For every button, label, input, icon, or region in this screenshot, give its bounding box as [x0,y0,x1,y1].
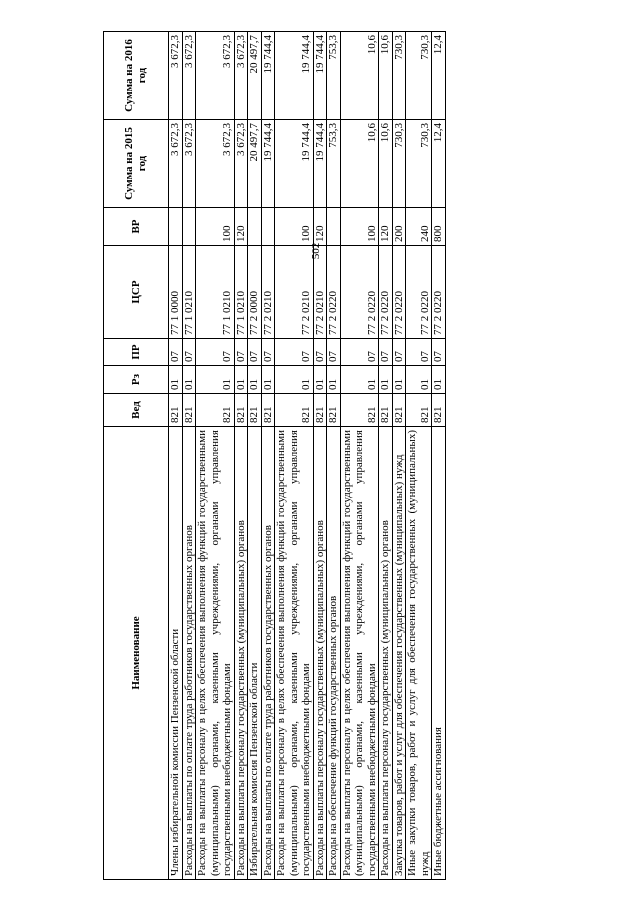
row-csr-cell: 77 2 0210 [275,246,314,339]
row-vr-cell: 100 [196,208,235,246]
row-csr-cell: 77 2 0220 [340,246,379,339]
row-sum-2015-cell: 3 672,3 [169,120,183,208]
row-rz-cell: 01 [275,366,314,394]
row-pr-cell: 07 [340,339,379,366]
row-csr-cell: 77 2 0220 [327,246,341,339]
row-sum-2015-cell: 753,3 [327,120,341,208]
row-pr-cell: 07 [248,339,262,366]
row-sum-2015-cell: 3 672,3 [182,120,196,208]
row-ved-cell: 821 [275,394,314,427]
row-name-cell: Члены избирательной комиссии Пензенской области [169,427,183,880]
table-row [392,32,406,880]
row-vr-cell: 240 [406,208,432,246]
row-sum-2016-cell: 730,3 [392,32,406,120]
row-ved-cell: 821 [248,394,262,427]
row-ved-cell: 821 [406,394,432,427]
row-rz-cell: 01 [182,366,196,394]
header-sum-2016: Сумма на 2016 год [104,32,169,120]
row-csr-cell: 77 1 0210 [196,246,235,339]
table-row [432,32,446,880]
row-name-cell: Расходы на выплаты персоналу в целях обеспечения выполнения функций государственными (муниципальными) органами, казенными учреждениями, органами управления государственными внебюджетными фондами [340,427,379,880]
row-sum-2015-cell: 12,4 [432,120,446,208]
row-sum-2015-cell: 730,3 [406,120,432,208]
table-row [406,32,432,880]
header-row [104,32,169,880]
row-sum-2015-cell: 19 744,4 [261,120,275,208]
row-vr-cell: 120 [379,208,393,246]
row-rz-cell: 01 [432,366,446,394]
row-ved-cell: 821 [340,394,379,427]
row-pr-cell: 07 [261,339,275,366]
rotated-table-area [103,32,568,880]
table-row [196,32,235,880]
row-pr-cell: 07 [275,339,314,366]
row-sum-2016-cell: 19 744,4 [261,32,275,120]
header-vr: ВР [104,208,169,246]
row-sum-2016-cell: 19 744,4 [275,32,314,120]
table-row [275,32,314,880]
row-csr-cell: 77 2 0000 [248,246,262,339]
row-sum-2015-cell: 19 744,4 [313,120,327,208]
row-ved-cell: 821 [327,394,341,427]
row-rz-cell: 01 [379,366,393,394]
row-ved-cell: 821 [313,394,327,427]
row-rz-cell: 01 [313,366,327,394]
table-row [234,32,248,880]
row-sum-2016-cell: 12,4 [432,32,446,120]
row-pr-cell: 07 [234,339,248,366]
row-pr-cell: 07 [182,339,196,366]
row-vr-cell [169,208,183,246]
row-pr-cell: 07 [432,339,446,366]
row-vr-cell: 800 [432,208,446,246]
row-rz-cell: 01 [261,366,275,394]
table-row [169,32,183,880]
row-csr-cell: 77 2 0220 [432,246,446,339]
row-sum-2015-cell: 19 744,4 [275,120,314,208]
header-sum-2015: Сумма на 2015 год [104,120,169,208]
page-number: 502 [310,242,322,260]
row-sum-2016-cell: 19 744,4 [313,32,327,120]
row-sum-2015-cell: 10,6 [379,120,393,208]
table-header [104,32,169,880]
row-csr-cell: 77 1 0210 [182,246,196,339]
row-sum-2016-cell: 3 672,3 [234,32,248,120]
row-vr-cell [182,208,196,246]
table-row [182,32,196,880]
row-sum-2016-cell: 730,3 [406,32,432,120]
row-sum-2016-cell: 10,6 [379,32,393,120]
row-ved-cell: 821 [432,394,446,427]
row-ved-cell: 821 [234,394,248,427]
row-csr-cell: 77 2 0220 [406,246,432,339]
row-rz-cell: 01 [196,366,235,394]
row-name-cell: Расходы на выплаты персоналу в целях обеспечения выполнения функций государственными (муниципальными) органами, казенными учреждениями, органами управления государственными внебюджетными фондами [196,427,235,880]
header-rz: Рз [104,366,169,394]
row-name-cell: Расходы на выплаты персоналу государственных (муниципальных) органов [234,427,248,880]
row-name-cell: Расходы на обеспечение функций государственных органов [327,427,341,880]
row-rz-cell: 01 [340,366,379,394]
row-ved-cell: 821 [196,394,235,427]
row-csr-cell: 77 1 0210 [234,246,248,339]
row-vr-cell: 100 [340,208,379,246]
row-sum-2016-cell: 3 672,3 [169,32,183,120]
row-rz-cell: 01 [169,366,183,394]
row-vr-cell: 120 [313,208,327,246]
row-sum-2015-cell: 20 497,7 [248,120,262,208]
row-name-cell: Расходы на выплаты по оплате труда работников государственных органов [261,427,275,880]
row-csr-cell: 77 2 0210 [313,246,327,339]
table-body [169,32,446,880]
row-sum-2016-cell: 3 672,3 [196,32,235,120]
row-name-cell: Расходы на выплаты персоналу в целях обеспечения выполнения функций государственными (муниципальными) органами, казенными учреждениями, органами управления государственными внебюджетными фондами [275,427,314,880]
row-rz-cell: 01 [406,366,432,394]
row-name-cell: Избирательная комиссия Пензенской области [248,427,262,880]
table-row [261,32,275,880]
row-vr-cell: 200 [392,208,406,246]
rotated-table-container [103,32,568,880]
row-sum-2015-cell: 730,3 [392,120,406,208]
budget-table [103,31,446,880]
table-row [379,32,393,880]
row-vr-cell [248,208,262,246]
row-name-cell: Расходы на выплаты персоналу государственных (муниципальных) органов [379,427,393,880]
row-pr-cell: 07 [196,339,235,366]
row-csr-cell: 77 2 0220 [379,246,393,339]
row-name-cell: Закупка товаров, работ и услуг для обеспечения государственных (муниципальных) нужд [392,427,406,880]
row-sum-2016-cell: 10,6 [340,32,379,120]
header-csr: ЦСР [104,246,169,339]
row-rz-cell: 01 [327,366,341,394]
row-pr-cell: 07 [313,339,327,366]
header-pr: ПР [104,339,169,366]
row-sum-2016-cell: 753,3 [327,32,341,120]
row-name-cell: Расходы на выплаты персоналу государственных (муниципальных) органов [313,427,327,880]
row-vr-cell [261,208,275,246]
row-pr-cell: 07 [406,339,432,366]
row-csr-cell: 77 2 0220 [392,246,406,339]
row-csr-cell: 77 2 0210 [261,246,275,339]
row-name-cell: Иные бюджетные ассигнования [432,427,446,880]
row-rz-cell: 01 [248,366,262,394]
row-vr-cell: 120 [234,208,248,246]
row-ved-cell: 821 [379,394,393,427]
row-pr-cell: 07 [169,339,183,366]
row-ved-cell: 821 [392,394,406,427]
row-name-cell: Расходы на выплаты по оплате труда работников государственных органов [182,427,196,880]
table-row [340,32,379,880]
row-pr-cell: 07 [379,339,393,366]
row-sum-2016-cell: 3 672,3 [182,32,196,120]
row-ved-cell: 821 [169,394,183,427]
row-sum-2015-cell: 10,6 [340,120,379,208]
row-rz-cell: 01 [234,366,248,394]
row-ved-cell: 821 [182,394,196,427]
row-name-cell: Иные закупки товаров, работ и услуг для обеспечения государственных (муниципальных) нужд [406,427,432,880]
header-ved: Вед [104,394,169,427]
row-sum-2015-cell: 3 672,3 [196,120,235,208]
row-rz-cell: 01 [392,366,406,394]
table-row [327,32,341,880]
table-row [313,32,327,880]
row-vr-cell [327,208,341,246]
header-name: Наименование [104,427,169,880]
row-csr-cell: 77 1 0000 [169,246,183,339]
table-row [248,32,262,880]
row-sum-2016-cell: 20 497,7 [248,32,262,120]
row-pr-cell: 07 [327,339,341,366]
row-pr-cell: 07 [392,339,406,366]
row-ved-cell: 821 [261,394,275,427]
row-vr-cell: 100 [275,208,314,246]
row-sum-2015-cell: 3 672,3 [234,120,248,208]
